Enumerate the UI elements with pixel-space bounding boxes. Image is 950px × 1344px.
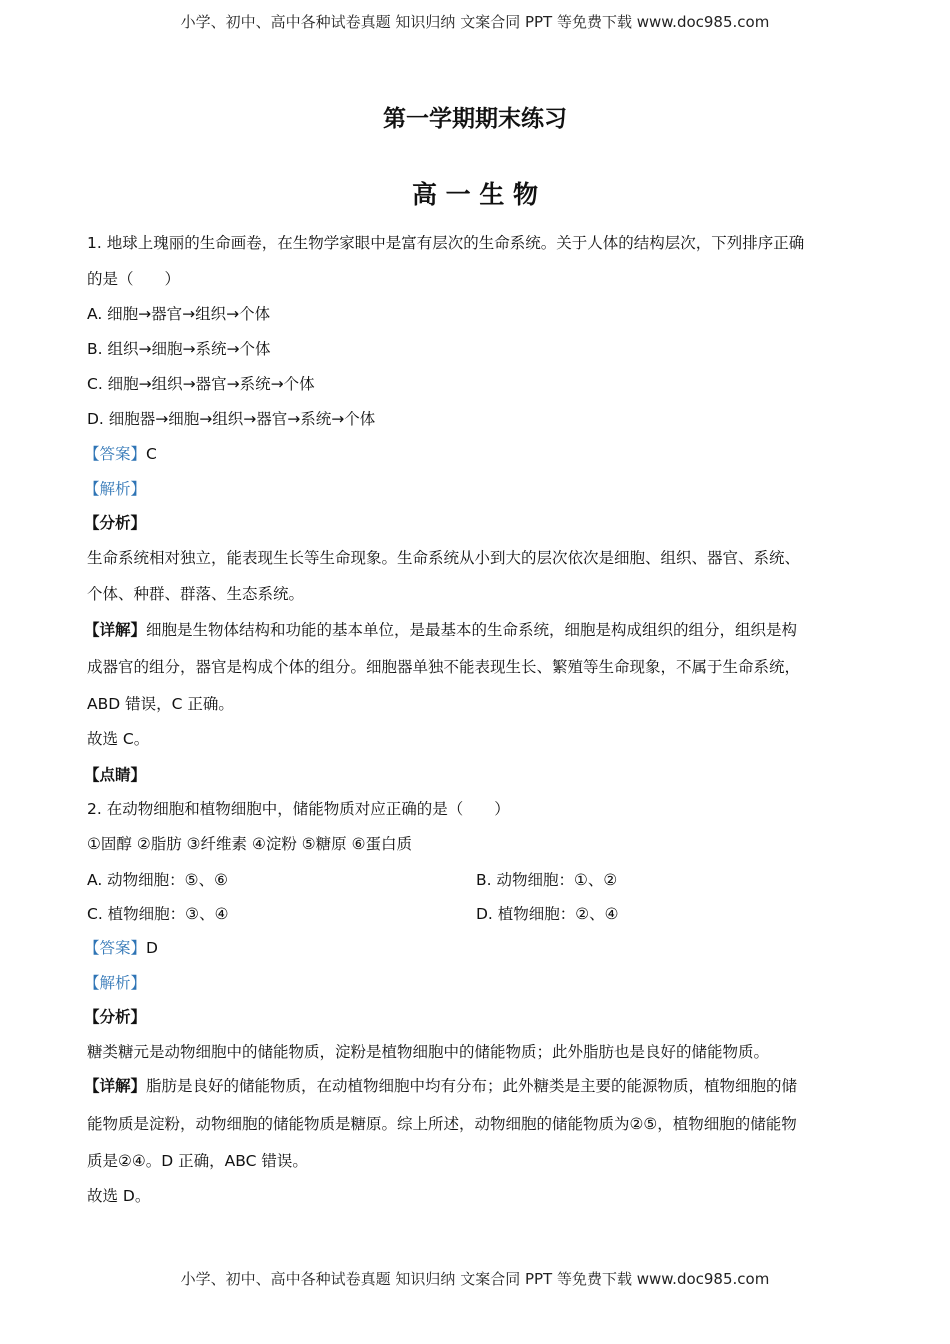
q2-fenxi-label: 【分析】: [84, 1008, 147, 1026]
answer-value: C: [146, 445, 157, 463]
q1-xiangjie-line: [84, 620, 797, 640]
q1-conclusion: 故选 C。: [87, 730, 150, 748]
q1-fenxi-line: 生命系统相对独立，能表现生长等生命现象。生命系统从小到大的层次依次是细胞、组织、器官、系统、: [87, 549, 801, 567]
q1-option-b: B. 组织→细胞→系统→个体: [87, 340, 271, 358]
q2-items: ①固醇 ②脂肪 ③纤维素 ④淀粉 ⑤糖原 ⑥蛋白质: [87, 835, 413, 853]
q1-stem-cont: 的是（ ）: [87, 270, 181, 288]
q1-answer: [84, 444, 157, 464]
q2-jiexi-label: 【解析】: [84, 974, 147, 992]
q2-conclusion: 故选 D。: [87, 1187, 151, 1205]
q2-xiangjie-line: [84, 1076, 797, 1096]
q1-stem: 1. 地球上瑰丽的生命画卷，在生物学家眼中是富有层次的生命系统。关于人体的结构层次，下列排序正确: [87, 234, 805, 252]
q2-option-d: D. 植物细胞：②、④: [476, 905, 619, 923]
xiangjie-label: 【详解】: [84, 1077, 147, 1095]
q1-dianjing-label: 【点睛】: [84, 766, 147, 784]
q2-xiangjie-line: 能物质是淀粉，动物细胞的储能物质是糖原。综上所述，动物细胞的储能物质为②⑤，植物细胞的储能物: [87, 1115, 797, 1133]
q1-fenxi-line: 个体、种群、群落、生态系统。: [87, 585, 305, 603]
document-title: 第一学期期末练习: [383, 105, 567, 132]
q1-fenxi-label: 【分析】: [84, 514, 147, 532]
q1-option-a: A. 细胞→器官→组织→个体: [87, 305, 271, 323]
q1-option-d: D. 细胞器→细胞→组织→器官→系统→个体: [87, 410, 376, 428]
document-subtitle: 高 一 生 物: [411, 180, 539, 209]
answer-value: D: [146, 939, 158, 957]
answer-label: 【答案】: [84, 939, 147, 957]
xiangjie-label: 【详解】: [84, 621, 147, 639]
page-header: 小学、初中、高中各种试卷真题 知识归纳 文案合同 PPT 等免费下载 www.doc985.com: [180, 13, 770, 31]
xiangjie-text: 细胞是生物体结构和功能的基本单位，是最基本的生命系统，细胞是构成组织的组分，组织是构: [146, 621, 798, 639]
q1-option-c: C. 细胞→组织→器官→系统→个体: [87, 375, 315, 393]
q1-jiexi-label: 【解析】: [84, 480, 147, 498]
q2-option-a: A. 动物细胞：⑤、⑥: [87, 871, 228, 889]
q1-xiangjie-line: 成器官的组分，器官是构成个体的组分。细胞器单独不能表现生长、繁殖等生命现象，不属于生命系统，: [87, 658, 801, 676]
q2-fenxi-line: 糖类糖元是动物细胞中的储能物质，淀粉是植物细胞中的储能物质；此外脂肪也是良好的储能物质。: [87, 1043, 770, 1061]
page-footer: 小学、初中、高中各种试卷真题 知识归纳 文案合同 PPT 等免费下载 www.doc985.com: [180, 1270, 770, 1288]
q1-xiangjie-line: ABD 错误，C 正确。: [87, 695, 234, 713]
q2-option-b: B. 动物细胞：①、②: [476, 871, 618, 889]
q2-stem: 2. 在动物细胞和植物细胞中，储能物质对应正确的是（ ）: [87, 800, 510, 818]
q2-option-c: C. 植物细胞：③、④: [87, 905, 229, 923]
xiangjie-text: 脂肪是良好的储能物质，在动植物细胞中均有分布；此外糖类是主要的能源物质，植物细胞的储: [146, 1077, 798, 1095]
q2-xiangjie-line: 质是②④。D 正确，ABC 错误。: [87, 1152, 308, 1170]
q2-answer: [84, 938, 158, 958]
answer-label: 【答案】: [84, 445, 147, 463]
